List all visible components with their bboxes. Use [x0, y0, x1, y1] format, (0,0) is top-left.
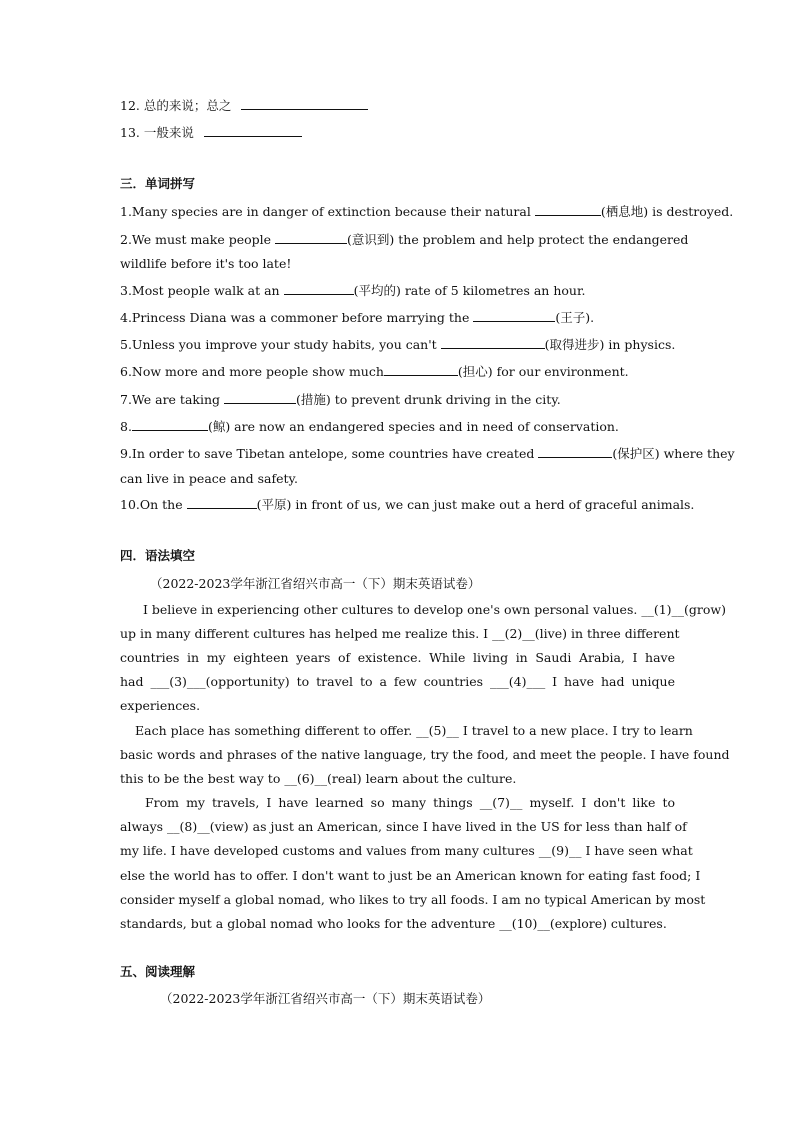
answer-blank[interactable]: [284, 282, 354, 295]
passage-line: From my travels, I have learned so many things __(7)__ myself. I don't like to: [145, 795, 675, 810]
item-number: 13.: [120, 125, 140, 140]
passage-line: consider myself a global nomad, who likes to try all foods. I am no typical American by most: [120, 892, 706, 907]
passage-line: countries in my eighteen years of existence. While living in Saudi Arabia, I have: [120, 650, 675, 665]
answer-blank[interactable]: [132, 418, 208, 431]
item-number: 12.: [120, 98, 140, 113]
question-item: 1.Many species are in danger of extinction because their natural (栖息地) is destroyed.: [120, 204, 734, 219]
item-text: 一般来说: [143, 125, 194, 140]
passage-line: had ___(3)___(opportunity) to travel to a few countries ___(4)___ I have had unique: [120, 674, 675, 689]
answer-blank[interactable]: [275, 231, 347, 244]
question-item: 7.We are taking (措施) to prevent drunk driving in the city.: [120, 392, 561, 407]
question-item: 9.In order to save Tibetan antelope, some countries have created (保护区) where they: [120, 446, 735, 461]
passage-line: up in many different cultures has helped me realize this. I __(2)__(live) in three different: [120, 626, 680, 641]
question-item: 8. (鲸) are now an endangered species and in need of conservation.: [120, 419, 619, 434]
vocab-item: [120, 124, 675, 141]
question-item: 6.Now more and more people show much (担心) for our environment.: [120, 364, 629, 379]
question-item: 10.On the (平原) in front of us, we can just make out a herd of graceful animals.: [120, 497, 695, 512]
passage-line: experiences.: [120, 698, 201, 713]
answer-blank[interactable]: [473, 309, 555, 322]
passage-line: my life. I have developed customs and values from many cultures __(9)__ I have seen what: [120, 843, 693, 858]
answer-blank[interactable]: [241, 97, 368, 110]
passage-line: I believe in experiencing other cultures to develop one's own personal values. __(1)__(grow): [143, 602, 726, 617]
answer-blank[interactable]: [204, 124, 302, 137]
source-note: （2022-2023学年浙江省绍兴市高一（下）期末英语试卷）: [160, 991, 491, 1006]
answer-blank[interactable]: [535, 203, 601, 216]
item-text: 总的来说；总之: [143, 98, 232, 113]
question-item: 3.Most people walk at an (平均的) rate of 5 kilometres an hour.: [120, 283, 586, 298]
section-heading: 五、阅读理解: [120, 964, 196, 979]
passage-line: else the world has to offer. I don't want to just be an American known for eating fast food; I: [120, 868, 701, 883]
question-item: 2.We must make people (意识到) the problem and help protect the endangered: [120, 232, 689, 247]
passage-line: always __(8)__(view) as just an American, since I have lived in the US for less than half of: [120, 819, 687, 834]
question-item: 5.Unless you improve your study habits, you can't (取得进步) in physics.: [120, 337, 676, 352]
section-heading: 四．语法填空: [120, 548, 196, 563]
answer-blank[interactable]: [187, 496, 257, 509]
passage-line: standards, but a global nomad who looks for the adventure __(10)__(explore) cultures.: [120, 916, 667, 931]
source-note: （2022-2023学年浙江省绍兴市高一（下）期末英语试卷）: [150, 576, 481, 591]
question-continuation: can live in peace and safety.: [120, 471, 298, 486]
question-item: 4.Princess Diana was a commoner before marrying the (王子).: [120, 310, 595, 325]
vocab-item: [120, 97, 675, 114]
passage-line: Each place has something different to offer. __(5)__ I travel to a new place. I try to learn: [135, 723, 693, 738]
answer-blank[interactable]: [538, 445, 612, 458]
answer-blank[interactable]: [441, 336, 545, 349]
answer-blank[interactable]: [384, 363, 458, 376]
passage-line: basic words and phrases of the native language, try the food, and meet the people. I have found: [120, 747, 730, 762]
answer-blank[interactable]: [224, 391, 296, 404]
section-heading: 三．单词拼写: [120, 176, 196, 191]
question-continuation: wildlife before it's too late!: [120, 256, 292, 271]
passage-line: this to be the best way to __(6)__(real) learn about the culture.: [120, 771, 517, 786]
